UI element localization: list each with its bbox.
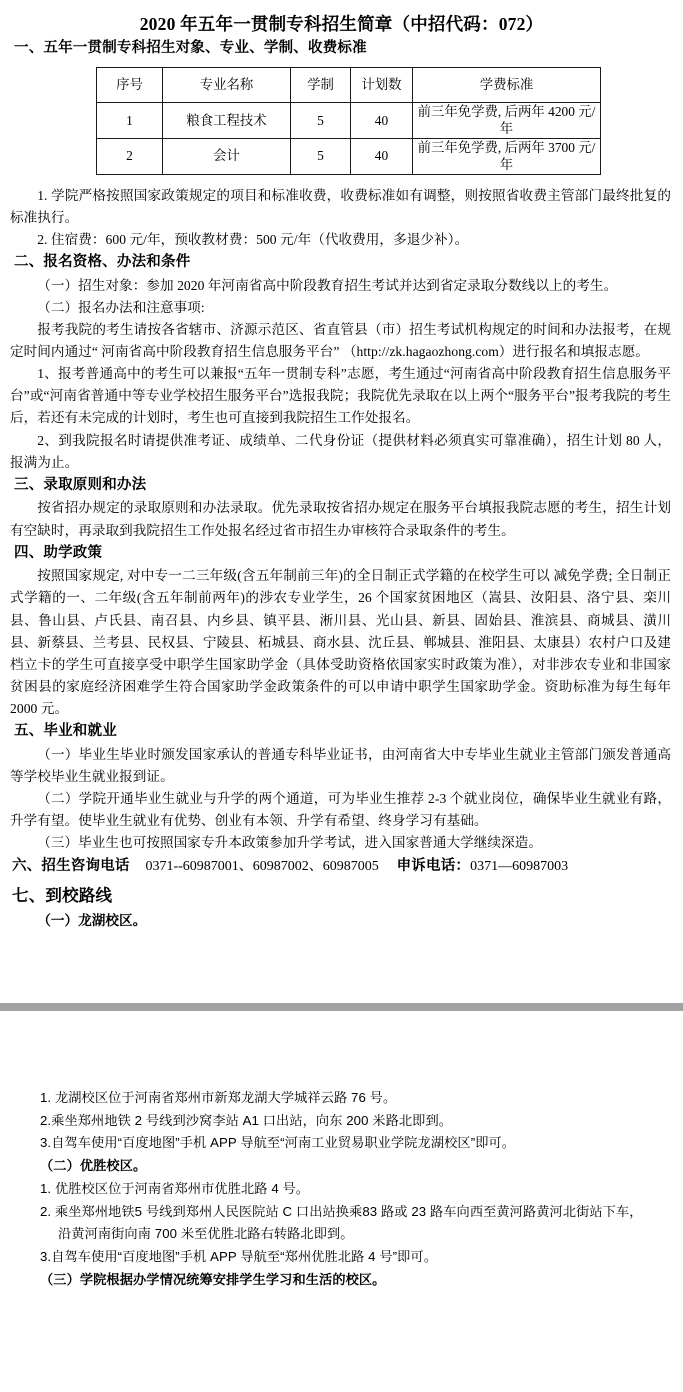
route-details-block [0,1087,683,1291]
campus1-route-1: 1. 龙湖校区位于河南省郑州市新郑龙湖大学城祥云路 76 号。 [40,1090,397,1105]
col-header-no: 序号 [97,67,163,102]
majors-table [96,67,601,175]
section-heading-6 [0,855,683,879]
majors-table-wrapper [0,61,683,179]
cell-name: 粮食工程技术 [163,102,291,138]
fee-note-1: 1. 学院严格按照国家政策规定的项目和标准收费，收费标准如有调整，则按照省收费主管部门最终批复的标准执行。 [10,187,671,225]
col-header-name: 专业名称 [163,67,291,102]
campus1-route-2: 2.乘坐郑州地铁 2 号线到沙窝李站 A1 口出站，向东 200 米路北即到。 [40,1112,453,1128]
graduation-item-2: （二）学院开通毕业生就业与升学的两个通道，可为毕业生推荐 2-3 个就业岗位，确保毕业生就业有路，升学有望。使毕业生就业有优势、创业有本领、升学有希望、终身学习有基础。 [10,791,671,829]
cell-len: 5 [291,138,351,174]
col-header-plan: 计划数 [351,67,413,102]
campus2-route-1: 1. 优胜校区位于河南省郑州市优胜北路 4 号。 [40,1180,310,1196]
map-image-separator [0,1003,683,1011]
section-heading-2: 二、报名资格、办法和条件 [14,254,191,271]
cell-plan: 40 [351,102,413,138]
financial-aid-paragraph: 按照国家规定, 对中专一二三年级(含五年制前三年)的全日制正式学籍的在校学生可以 减免学费; 全日制正式学籍的一、二年级(含五年制前两年)的涉农专业学生，26 个国家贫困地区（嵩县、汝阳县、洛宁县、栾川县、鲁山县、卢氏县、南召县、内乡县、镇平县、淅川县、光山县、新县、固始县、淮滨县、商城县、潢川县、新蔡县、兰考县、民权县、宁陵县、柘城县、商水县、沈丘县、郸城县、淮阳县、太康县）农村户口及建档立卡的学生可直接享受中职学生国家助学金（具体受助资格依国家实时政策为准），对非涉农专业和非国家贫困县的家庭经济困难学生符合国家助学金政策条件的可以申请中职学生国家助学金。资助标准为每生每年 2000 元。 [10,568,671,717]
table-header-row [97,67,601,102]
campus1-route-3: 3.自驾车使用“百度地图”手机 APP 导航至“河南工业贸易职业学院龙湖校区”即可。 [40,1135,516,1151]
graduation-item-3: （三）毕业生也可按照国家专升本政策参加升学考试，进入国家普通大学继续深造。 [37,835,543,851]
application-paragraph-3: 2、到我院报名时请提供准考证、成绩单、二代身份证（提供材料必须真实可靠准确），招生计划 80 人，报满为止。 [10,432,671,470]
cell-fee: 前三年免学费, 后两年 3700 元/年 [413,138,601,174]
cell-no: 2 [97,138,163,174]
cell-no: 1 [97,102,163,138]
campus2-route-2: 2. 乘坐郑州地铁5 号线到郑州人民医院站 C 口出站换乘83 路或 23 路车向西至黄河路黄河北街站下车， [40,1203,643,1219]
application-method-label: （二）报名办法和注意事项: [37,299,205,315]
campus-1-label: （一）龙湖校区。 [37,913,147,929]
appeal-label: 申诉电话： [396,857,471,874]
section-heading-3: 三、录取原则和办法 [14,476,147,493]
section-heading-7: 七、到校路线 [12,886,113,906]
cell-len: 5 [291,102,351,138]
cell-plan: 40 [351,138,413,174]
admission-target: （一）招生对象：参加 2020 年河南省高中阶段教育招生考试并达到省定录取分数线以上的考生。 [37,277,618,293]
col-header-len: 学制 [291,67,351,102]
campus2-route-3: 3.自驾车使用“百度地图”手机 APP 导航至“郑州优胜北路 4 号”即可。 [40,1248,438,1264]
section-heading-4: 四、助学政策 [14,544,103,561]
table-row [97,138,601,174]
campus2-route-2-continued: 沿黄河南街向南 700 米至优胜北路右转路北即到。 [58,1226,354,1242]
campus-2-label: （二）优胜校区。 [40,1158,147,1174]
application-paragraph-1: 报考我院的考生请按各省辖市、济源示范区、省直管县（市）招生考试机构规定的时间和办法报考，在规定时间内通过“ 河南省高中阶段教育招生信息服务平台” （http://zk.hagaozhong.com）进行报名和填报志愿。 [10,321,671,359]
hotline-label: 六、招生咨询电话 [12,857,130,874]
admission-rules-paragraph: 按省招办规定的录取原则和办法录取。优先录取按省招办规定在服务平台填报我院志愿的考生，招生计划有空缺时，再录取到我院招生工作处报名经过省市招生办审核符合录取条件的考生。 [10,500,671,538]
graduation-item-1: （一）毕业生毕业时颁发国家承认的普通专科毕业证书，由河南省大中专毕业生就业主管部门颁发普通高等学校毕业生就业报到证。 [10,746,671,784]
application-paragraph-2: 1、报考普通高中的考生可以兼报“五年一贯制专科”志愿，考生通过“河南省高中阶段教育招生信息服务平台”或“河南省普通中等专业学校招生服务平台”选报我院；我院优先录取在以上两个“服务平台”报考我院的考生后，若还有未完成的计划时，考生也可直接到我院招生工作处报名。 [10,366,671,426]
section-heading-5: 五、毕业和就业 [14,723,117,740]
col-header-fee: 学费标准 [413,67,601,102]
table-row [97,102,601,138]
campus-3-label: （三）学院根据办学情况统筹安排学生学习和生活的校区。 [40,1271,386,1287]
fee-note-2: 2. 住宿费：600 元/年，预收教材费：500 元/年（代收费用，多退少补）。 [37,231,469,247]
page-title: 2020 年五年一贯制专科招生简章（中招代码：072） [139,14,544,34]
section-heading-1: 一、五年一贯制专科招生对象、专业、学制、收费标准 [14,40,367,57]
appeal-number: 0371—60987003 [470,858,569,874]
hotline-numbers: 0371--60987001、60987002、60987005 [145,858,379,874]
cell-name: 会计 [163,138,291,174]
cell-fee: 前三年免学费, 后两年 4200 元/年 [413,102,601,138]
